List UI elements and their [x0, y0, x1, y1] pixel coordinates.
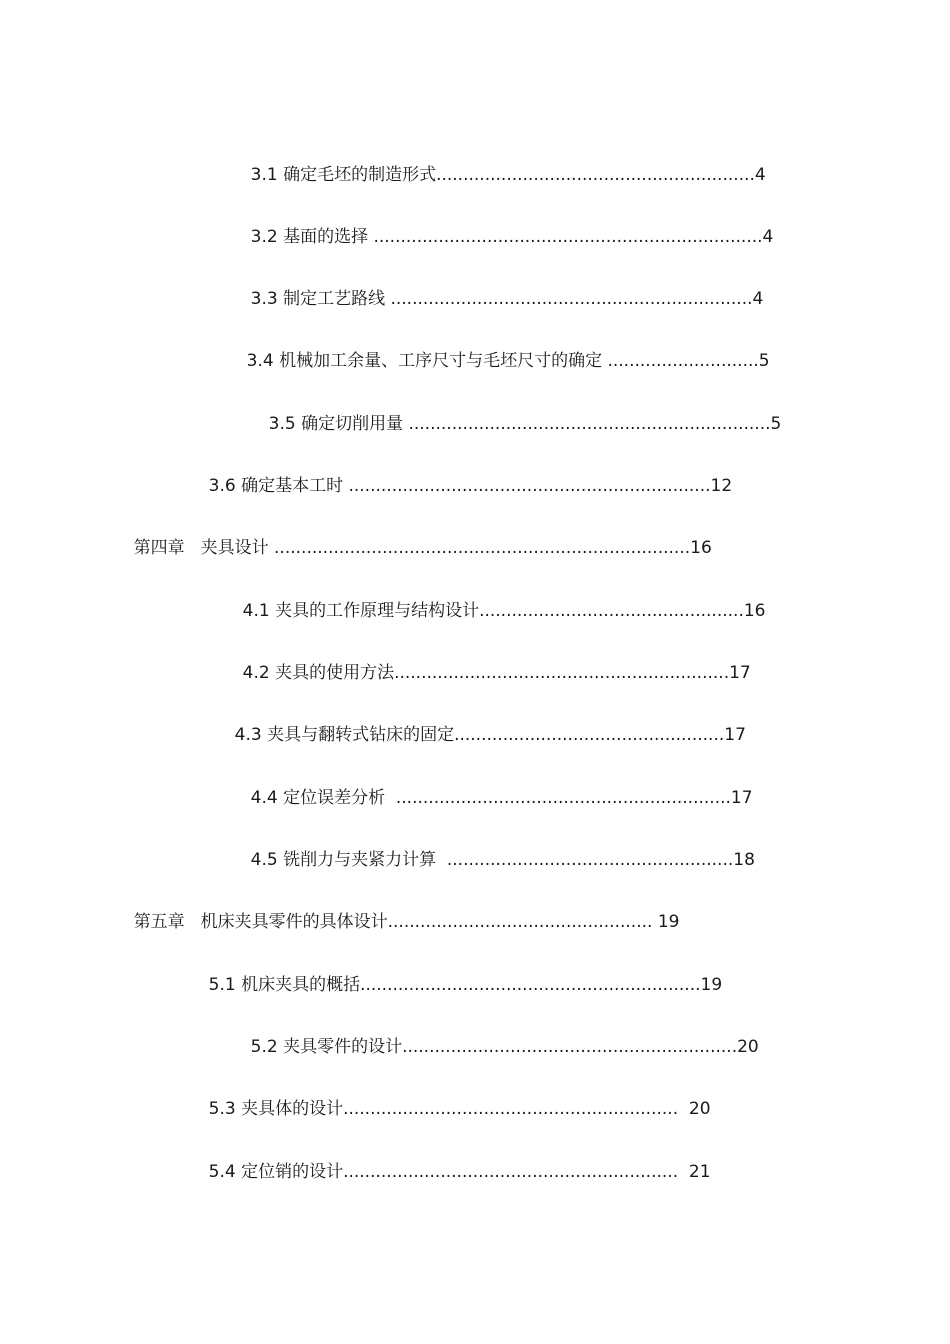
- toc-entry-text: 5.2 夹具零件的设计..............................................................20: [250, 1037, 759, 1057]
- chapter-number: 第五章: [133, 912, 185, 932]
- toc-entry-text: 3.1 确定毛坯的制造形式...........................................................4: [250, 165, 766, 185]
- toc-entry-3-4: [225, 325, 770, 397]
- chapter-number: 第四章: [133, 538, 185, 558]
- toc-entry-text: 5.1 机床夹具的概括...............................................................19: [208, 975, 723, 995]
- toc-entry-text: 4.4 定位误差分析 ..............................................................17: [250, 788, 753, 808]
- toc-chapter-4: [112, 512, 712, 584]
- toc-entry-text: 夹具设计 .............................................................................16: [200, 538, 712, 558]
- toc-chapter-5: [112, 886, 679, 958]
- toc-entry-text: 3.3 制定工艺路线 ...................................................................4: [250, 289, 764, 309]
- toc-entry-text: 3.4 机械加工余量、工序尺寸与毛坯尺寸的确定 ............................5: [246, 351, 770, 371]
- toc-entry-5-3: [187, 1073, 711, 1145]
- toc-entry-text: 5.4 定位销的设计.............................................................. 21: [208, 1162, 711, 1182]
- toc-entry-text: 4.2 夹具的使用方法..............................................................17: [242, 663, 751, 683]
- toc-entry-text: 4.5 铣削力与夹紧力计算 .....................................................18: [250, 850, 755, 870]
- toc-entry-text: 3.2 基面的选择 ........................................................................4: [250, 227, 774, 247]
- toc-entry-4-3: [213, 699, 746, 771]
- toc-entry-5-4: [187, 1136, 711, 1208]
- toc-entry-text: 3.5 确定切削用量 ...................................................................5: [268, 414, 782, 434]
- toc-entry-text: 4.1 夹具的工作原理与结构设计.................................................16: [242, 601, 766, 621]
- toc-entry-text: 4.3 夹具与翻转式钻床的固定..................................................17: [234, 725, 746, 745]
- toc-entry-text: 3.6 确定基本工时 ...................................................................12: [208, 476, 733, 496]
- toc-entry-text: 机床夹具零件的具体设计................................................. 19: [200, 912, 680, 932]
- toc-entry-text: 5.3 夹具体的设计.............................................................. 20: [208, 1099, 711, 1119]
